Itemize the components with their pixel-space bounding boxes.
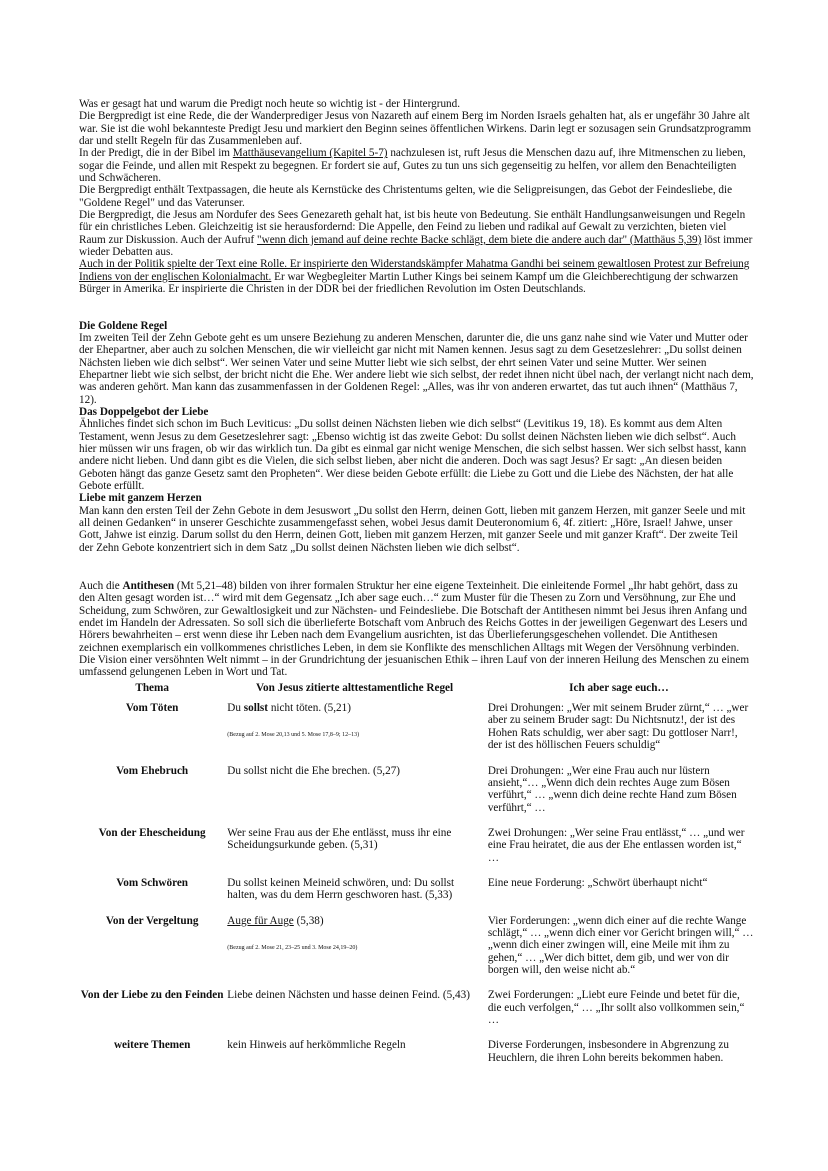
cell-thema: Vom Töten — [125, 702, 179, 715]
table-row — [79, 827, 754, 877]
antithesen-table — [79, 682, 754, 1077]
cell-regel: Du sollst keinen Meineid schwören, und: Du sollst halten, was du dem Herrn geschworen hast. (5,33) — [227, 876, 455, 902]
cell-regel: Liebe deinen Nächsten und hasse deinen Feind. (5,43) — [227, 989, 470, 1002]
cell-regel: Du sollst nicht töten. (5,21) (Bezug auf 2. Mose 20,13 und 5. Mose 17,8–9; 12–13) — [225, 702, 484, 764]
table-header: Von Jesus zitierte alttestamentliche Regel — [255, 681, 454, 694]
document-page — [79, 98, 754, 1077]
table-row — [79, 765, 754, 827]
cell-thema: Von der Liebe zu den Feinden — [80, 989, 224, 1002]
link-auge-fuer-auge[interactable]: Auge für Auge — [227, 914, 294, 927]
cell-thema: Von der Ehescheidung — [98, 826, 206, 839]
table-header: Ich aber sage euch… — [569, 681, 669, 694]
intro-paragraph: Die Bergpredigt ist eine Rede, die der Wanderprediger Jesus von Nazareth auf einem Berg im Norden Israels gehalten hat, als er ungefähr 30 Jahre alt war. Sie ist die wohl bekannteste Predigt Jesu und markiert den Beginn seines öffentlichen Wirkens. Darin legt er sozusagen sein Grundsatzprogramm dar und stellt Regeln für das Zusammenleben auf. — [79, 110, 752, 148]
intro-paragraph: In der Predigt, die in der Bibel im Matthäusevangelium (Kapitel 5-7) nachzulesen ist, ruft Jesus die Menschen dazu auf, ihre Mitmenschen zu lieben, sogar die Feinde, und allen mit Respekt zu begegnen. Er fordert sie auf, Gutes zu tun uns sich gegenseitig zu helfen, vor allem den Benachteiligten und Schwächeren. — [79, 147, 746, 185]
cell-regel: Auge für Auge (5,38) (Bezug auf 2. Mose 21, 23–25 und 3. Mose 24,19–20) — [225, 915, 484, 990]
section-text-ganzem-herzen: Man kann den ersten Teil der Zehn Gebote in dem Jesuswort „Du sollst den Herrn, deinen Gott, lieben mit ganzem Herzen, mit ganzer Seele und mit all deinen Gedanken“ in unserer Geschichte zusammengefasst sehen, wobei Jesus damit Deuteronomium 6, 4f. zitiert: „Höre, Israel! Jahwe, unser Gott, Jahwe ist einzig. Darum sollst du den Herrn, deinen Gott, lieben mit ganzem Herzen, mit ganzer Seele und mit ganzer Kraft“. Der zweite Teil der Zehn Gebote konzentriert sich in dem Satz „Du sollst deinen Nächsten lieben wie dich selbst“. — [79, 504, 746, 554]
section-text-doppelgebot: Ähnliches findet sich schon im Buch Leviticus: „Du sollst deinen Nächsten lieben wie dich selbst“ (Levitikus 19, 18). Es kommt aus dem Alten Testament, wenn Jesus zu dem Gesetzeslehrer sagt: „Ebenso wichtig ist das zweite Gebot: Du sollst deinen Nächsten lieben wie dich selbst“. Auch hier müssen wir uns fragen, ob wir das wirklich tun. Da gibt es einmal gar nicht wenige Menschen, die sich selbst hassen. Wer sich selbst hasst, kann andere nicht lieben. Und dann gibt es die Vielen, die sich selbst lieben, aber nicht die anderen. Doch was sagt Jesus? Er sagt: „An diesen beiden Geboten hängt das ganze Gesetz samt den Propheten“. Wer diese beiden Gebote erfüllt: die Liebe zu Gott und die Liebe des Nächsten, der hat alle Gebote erfüllt. — [79, 418, 747, 492]
antithesen-paragraph: Auch die Antithesen (Mt 5,21–48) bilden von ihrer formalen Struktur her eine eigene Texteinheit. Die einleitende Formel „Ihr habt gehört, dass zu den Alten gesagt worden ist…“ wird mit dem Gegensatz „Ich aber sage euch…“ zum Muster für die Thesen zu Zorn und Versöhnung, zur Ehe und Scheidung, zum Schwören, zur Gewaltlosigkeit und zur Nächsten- und Feindesliebe. Die Botschaft der Antithesen nimmt bei Jesus ihren Anfang und endet im Handeln der Adressaten. So soll sich die überlieferte Botschaft vom Anbruch des Reichs Gottes in der jeweiligen Gegenwart des Lesers und Hörers bewahrheiten – erst wenn diese ihr Leben nach dem Evangelium ausrichten, ist das Überlieferungsgeschehen vollendet. Die Antithesen zeichnen exemplarisch ein vollkommenes christliches Leben, in dem sie Konflikte des menschlichen Alltags mit Wegen der Versöhnung verbinden. Die Vision einer versöhnten Welt nimmt – in der Grundrichtung der jesuanischen Ethik – ihren Lauf von der inneren Heilung des Menschen zu einem umfassend gelungenen Leben in Wort und Tat. — [79, 580, 750, 679]
table-header: Thema — [135, 681, 169, 694]
link-matthaeus-5-39[interactable]: "wenn dich jemand auf deine rechte Backe schlägt, dem biete die andere auch dar" (Matthäus 5,39) — [257, 233, 702, 246]
table-row — [79, 989, 754, 1039]
intro-paragraph: Die Bergpredigt, die Jesus am Nordufer des Sees Genezareth gehalt hat, ist bis heute von Bedeutung. Sie enthält Handlungsanweisungen und Regeln für ein christliches Leben. Gleichzeitig ist sie herausfordernd: Die Appelle, den Feind zu lieben und radikal auf Gewalt zu verzichten, bieten viel Raum zur Diskussion. Auch der Aufruf "wenn dich jemand auf deine rechte Backe schlägt, dem biete die andere auch dar" (Matthäus 5,39) löst immer wieder Debatten aus. — [79, 209, 753, 259]
cell-regel: kein Hinweis auf herkömmliche Regeln — [227, 1039, 406, 1052]
cell-sage: Zwei Forderungen: „Liebt eure Feinde und betet für die, die euch verfolgen,“ … „Ihr sollt also vollkommen sein,“ … — [487, 989, 745, 1026]
section-heading-goldene-regel: Die Goldene Regel — [79, 319, 168, 332]
reference-note: (Bezug auf 2. Mose 20,13 und 5. Mose 17,8–9; 12–13) — [227, 732, 360, 739]
cell-thema: Vom Schwören — [116, 876, 189, 889]
intro-paragraph: Die Bergpredigt enthält Textpassagen, die heute als Kernstücke des Christentums gelten, wie die Seligpreisungen, das Gebot der Feindesliebe, die "Goldene Regel" und das Vaterunser. — [79, 184, 733, 209]
cell-sage: Diverse Forderungen, insbesondere in Abgrenzung zu Heuchlern, die ihren Lohn bereits bekommen haben. — [487, 1039, 729, 1064]
table-row — [79, 915, 754, 990]
intro-heading-line: Was er gesagt hat und warum die Predigt noch heute so wichtig ist - der Hintergrund. — [79, 98, 461, 110]
table-row — [79, 877, 754, 915]
cell-sage: Eine neue Forderung: „Schwört überhaupt nicht“ — [487, 876, 708, 889]
section-heading-doppelgebot: Das Doppelgebot der Liebe — [79, 405, 209, 418]
cell-regel: Wer seine Frau aus der Ehe entlässt, muss ihr eine Scheidungsurkunde geben. (5,31) — [227, 826, 452, 852]
cell-regel: Du sollst nicht die Ehe brechen. (5,27) — [227, 764, 401, 777]
section-heading-ganzem-herzen: Liebe mit ganzem Herzen — [79, 492, 202, 505]
cell-sage: Drei Drohungen: „Wer eine Frau auch nur lüstern ansieht,“… „Wenn dich dein rechtes Auge zum Bösen verführt,“ … „wenn dich deine rechte Hand zum Bösen verführt,“ … — [487, 764, 737, 814]
intro-paragraph: Auch in der Politik spielte der Text eine Rolle. Er inspirierte den Widerstandskämpfer Mahatma Gandhi bei seinem gewaltlosen Protest zur Befreiung Indiens von der englischen Kolonialmacht. Er war Wegbegleiter Martin Luther Kings bei seinem Kampf um die Gleichberechtigung der schwarzen Bürger in Amerika. Er inspirierte die Christen in der DDR bei der friedlichen Revolution im Osten Deutschlands. — [79, 258, 750, 296]
table-row — [79, 1039, 754, 1077]
cell-sage: Vier Forderungen: „wenn dich einer auf die rechte Wange schlägt,“ … „wenn dich einer vor Gericht bringen will,“ … „wenn dich einer zwingen will, eine Meile mit ihm zu gehen,“ … „Wer dich bittet, dem gib, und wer von dir borgen will, den weise nicht ab.“ — [487, 914, 754, 976]
cell-thema: Vom Ehebruch — [116, 764, 189, 777]
cell-thema: weitere Themen — [113, 1039, 191, 1052]
table-row — [79, 702, 754, 764]
link-matthaeusevangelium[interactable]: Matthäusevangelium (Kapitel 5-7) — [232, 147, 388, 160]
cell-sage: Zwei Drohungen: „Wer seine Frau entlässt,“ … „und wer eine Frau heiratet, die aus der Ehe entlassen worden ist,“ … — [487, 826, 745, 864]
reference-note: (Bezug auf 2. Mose 21, 23–25 und 3. Mose 24,19–20) — [227, 944, 358, 951]
section-text-goldene-regel: Im zweiten Teil der Zehn Gebote geht es um unsere Beziehung zu anderen Menschen, darunter die, die uns ganz nahe sind wie Vater und Mutter oder der Ehepartner, aber auch zu solchen Menschen, die wir vielleicht gar nicht mit Namen kennen. Jesus sagt zu dem Gesetzeslehrer: „Du sollst deinen Nächsten lieben wie dich selbst“. Wer seinen Vater und seine Mutter liebt wie sich selbst, der ehrt seinen Vater und seine Mutter. Wer seinen Ehepartner liebt wie sich selbst, der bricht nicht die Ehe. Wer andere liebt wie sich selbst, der redet ihnen nicht übel nach, der verlangt nicht nach dem, was anderen gehört. Man kann das zusammenfassen in der Goldenen Regel: „Alles, was ihr von anderen erwartet, das tut auch ihnen“ (Matthäus 7, 12). — [79, 331, 754, 406]
cell-thema: Von der Vergeltung — [105, 914, 199, 927]
cell-sage: Drei Drohungen: „Wer mit seinem Bruder zürnt,“ … „wer aber zu seinem Bruder sagt: Du Nichtsnutz!, der ist des Hohen Rats schuldig, wer aber sagt: Du gottloser Narr!, der ist des höllischen Feuers schuldig“ — [487, 702, 749, 752]
table-header-row — [79, 682, 754, 702]
link-gandhi[interactable]: Auch in der Politik spielte der Text eine Rolle. Er inspirierte den Widerstandskämpfer Mahatma Gandhi bei seinem gewaltlosen Protest zur Befreiung Indiens von der englischen Kolonialmacht. — [79, 258, 750, 283]
